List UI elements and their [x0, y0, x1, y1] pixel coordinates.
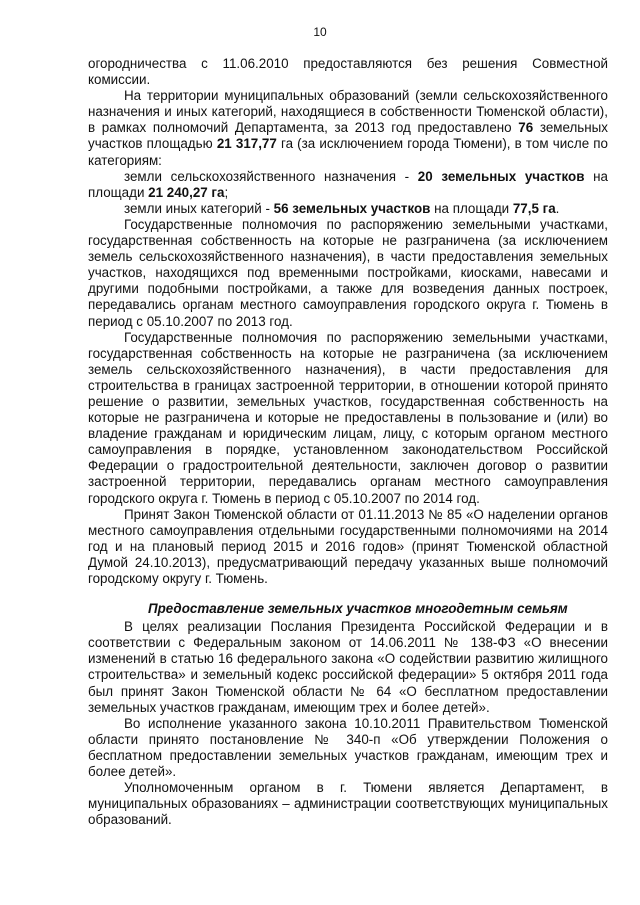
- paragraph-3-count: 20 земельных участков: [417, 168, 585, 184]
- paragraph-8: В целях реализации Послания Президента Российской Федерации и в соответствии с Федеральным законом от 14.06.2011 № 138-ФЗ «О внесении изменений в статью 16 федерального закона «О содействии развитию жилищного строительства» и земельный кодекс российской федерации» 5 октября 2011 года был принят Закон Тюменской области № 64 «О бесплатном предоставлении земельных участков гражданам, имеющим трех и более детей».: [88, 619, 608, 715]
- paragraph-7: Принят Закон Тюменской области от 01.11.2013 № 85 «О наделении органов местного самоуправления отдельными государственными полномочиями на 2014 год и на плановый период 2015 и 2016 годов» (принят Тюменской областной Думой 24.10.2013), предусматривающий передачу указанных выше полномочий городскому округу г. Тюмень.: [88, 506, 608, 586]
- page-number: 10: [313, 25, 327, 39]
- paragraph-4-count: 56 земельных участков: [273, 200, 431, 216]
- paragraph-2-text-a: На территории муниципальных образований (земли сельскохозяйственного назначения и иных категорий, находящиеся в собственности Тюменской области), в рамках полномочий Департамента, за 2013 год предоставлено: [88, 88, 608, 136]
- paragraph-2-text-e: га (за исключением города Тюмени), в том числе по категориям:: [88, 136, 609, 168]
- paragraph-3: [88, 169, 608, 201]
- paragraph-4: [88, 201, 608, 217]
- paragraph-3-text-a: земли сельскохозяйственного назначения -: [124, 168, 418, 184]
- paragraph-2-count: 76: [518, 120, 534, 136]
- paragraph-1: огородничества с 11.06.2010 предоставляются без решения Совместной комиссии.: [88, 56, 608, 88]
- paragraph-2: [88, 88, 608, 168]
- paragraph-4-text-a: земли иных категорий -: [124, 200, 274, 216]
- section-heading: Предоставление земельных участков многодетным семьям: [148, 601, 568, 617]
- paragraph-3-area: 21 240,27 га: [148, 184, 225, 200]
- paragraph-4-text-e: .: [555, 200, 560, 216]
- paragraph-2-area: 21 317,77: [216, 136, 277, 152]
- paragraph-4-area: 77,5 га: [512, 200, 556, 216]
- paragraph-3-text-e: ;: [224, 184, 229, 200]
- paragraph-9: Во исполнение указанного закона 10.10.2011 Правительством Тюменской области принято постановление № 340-п «Об утверждении Положения о бесплатном предоставлении земельных участков гражданам, имеющим трех и более детей».: [88, 715, 608, 780]
- paragraph-10: Уполномоченным органом в г. Тюмени является Департамент, в муниципальных образованиях – администрации соответствующих муниципальных образований.: [88, 780, 608, 828]
- paragraph-3-text-c: на площади: [88, 168, 608, 200]
- paragraph-2-text-c: земельных участков площадью: [88, 120, 609, 152]
- paragraph-4-text-c: на площади: [430, 200, 513, 216]
- paragraph-5: Государственные полномочия по распоряжению земельными участками, государственная собственность на которые не разграничена (за исключением земель сельскохозяйственного назначения), в части предоставления земельных участков, находящихся под временными постройками, киосками, навесами и другими подобными постройками, а также для возведения данных построек, передавались органам местного самоуправления городского округа г. Тюмень в период с 05.10.2007 по 2013 год.: [88, 216, 608, 329]
- document-body: [88, 56, 608, 828]
- paragraph-6: Государственные полномочия по распоряжению земельными участками, государственная собственность на которые не разграничена (за исключением земель сельскохозяйственного назначения), в части предоставления для строительства в границах застроенной территории, в отношении которой принято решение о развитии, земельных участков, государственная собственность на которые не разграничена и которые не предоставлены в пользование и (или) во владение гражданам и юридическим лицам, лицу, с которым органом местного самоуправления в порядке, установленном законодательством Российской Федерации о градостроительной деятельности, заключен договор о развитии застроенной территории, передавались органам местного самоуправления городского округа г. Тюмень в период с 05.10.2007 по 2014 год.: [88, 329, 608, 506]
